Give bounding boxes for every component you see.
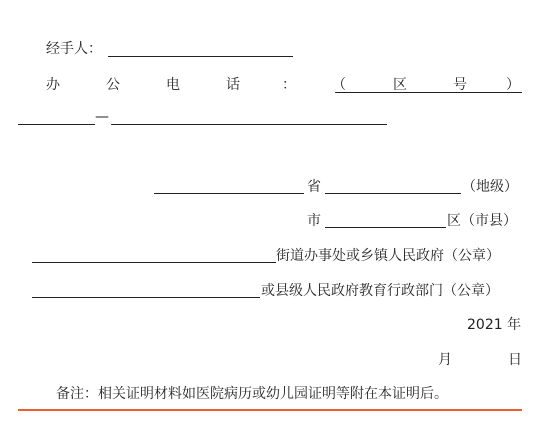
phone-label-char-3: 电 <box>166 77 180 93</box>
prefecture-label: （地级） <box>462 179 518 195</box>
province-blank[interactable] <box>154 193 304 194</box>
area-code-word-qu: 区 <box>393 77 407 93</box>
phone-label-char-1: 办 <box>46 77 60 93</box>
district-label: 区（市县） <box>447 213 517 229</box>
phone-label-char-2: 公 <box>106 77 120 93</box>
handler-label: 经手人： <box>46 41 102 57</box>
footer-separator <box>18 409 522 411</box>
date-day: 日 <box>508 352 522 368</box>
edu-seal-label: 或县级人民政府教育行政部门（公章） <box>261 283 499 299</box>
phone-dash: — <box>95 109 109 125</box>
city-blank[interactable] <box>325 227 446 228</box>
province-label: 省 <box>307 179 321 195</box>
prefecture-blank[interactable] <box>325 193 461 194</box>
footnote: 备注：相关证明材料如医院病历或幼儿园证明等附在本证明后。 <box>56 386 448 402</box>
date-year: 2021 年 <box>467 317 522 333</box>
phone-label-char-4: 话 <box>226 77 240 93</box>
phone-number-blank[interactable] <box>111 124 387 125</box>
phone-label-colon: ： <box>282 77 296 93</box>
city-label: 市 <box>307 213 321 229</box>
area-code-word-hao: 号 <box>453 77 467 93</box>
date-month: 月 <box>438 352 452 368</box>
phone-prefix-blank[interactable] <box>18 124 95 125</box>
county-edu-blank[interactable] <box>32 297 260 298</box>
handler-blank[interactable] <box>108 56 293 57</box>
street-seal-label: 街道办事处或乡镇人民政府（公章） <box>276 248 500 264</box>
area-code-blank[interactable] <box>335 92 522 93</box>
area-code-close-paren: ） <box>506 77 520 93</box>
street-office-blank[interactable] <box>32 262 276 263</box>
area-code-open-paren: （ <box>332 77 346 93</box>
